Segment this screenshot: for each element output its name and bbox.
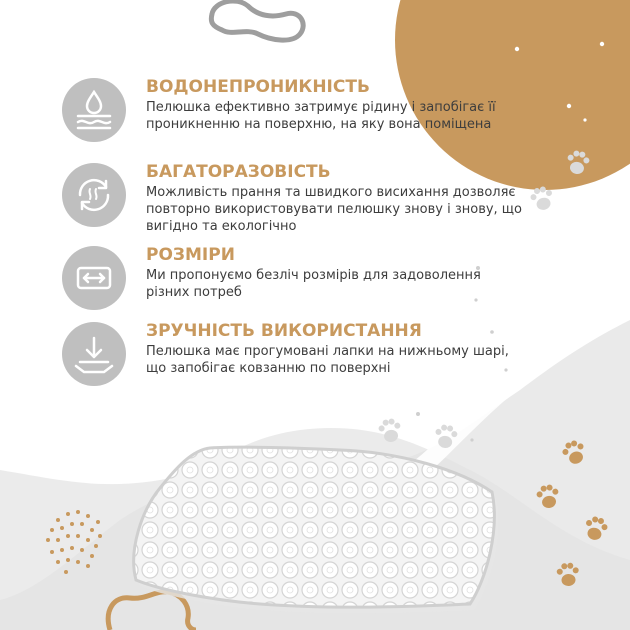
feature-reusable [62,163,582,243]
reuse-cycle-icon [62,163,126,227]
feature-sizes [62,246,582,326]
feature-title: РОЗМІРИ [146,245,235,265]
non-slip-download-icon [62,322,126,386]
feature-title: ЗРУЧНІСТЬ ВИКОРИСТАННЯ [146,321,422,341]
feature-convenience [62,322,582,402]
feature-description: Пелюшка ефективно затримує рідину і запобігає її проникненню на поверхню, на яку вона поміщена [146,100,496,132]
water-drop-layers-icon [62,78,126,142]
feature-description: Пелюшка має прогумовані лапки на нижньому шарі, що запобігає ковзанню по поверхні [146,344,509,376]
feature-description: Ми пропонуємо безліч розмірів для задоволення різних потреб [146,268,481,300]
feature-title: ВОДОНЕПРОНИКНІСТЬ [146,77,370,97]
feature-title: БАГАТОРАЗОВІСТЬ [146,162,331,182]
feature-description: Можливість прання та швидкого висихання дозволяє повторно використовувати пелюшку знову і знову, що вигідно та екологічно [146,185,523,234]
feature-waterproof [62,78,582,158]
resize-arrows-icon [62,246,126,310]
